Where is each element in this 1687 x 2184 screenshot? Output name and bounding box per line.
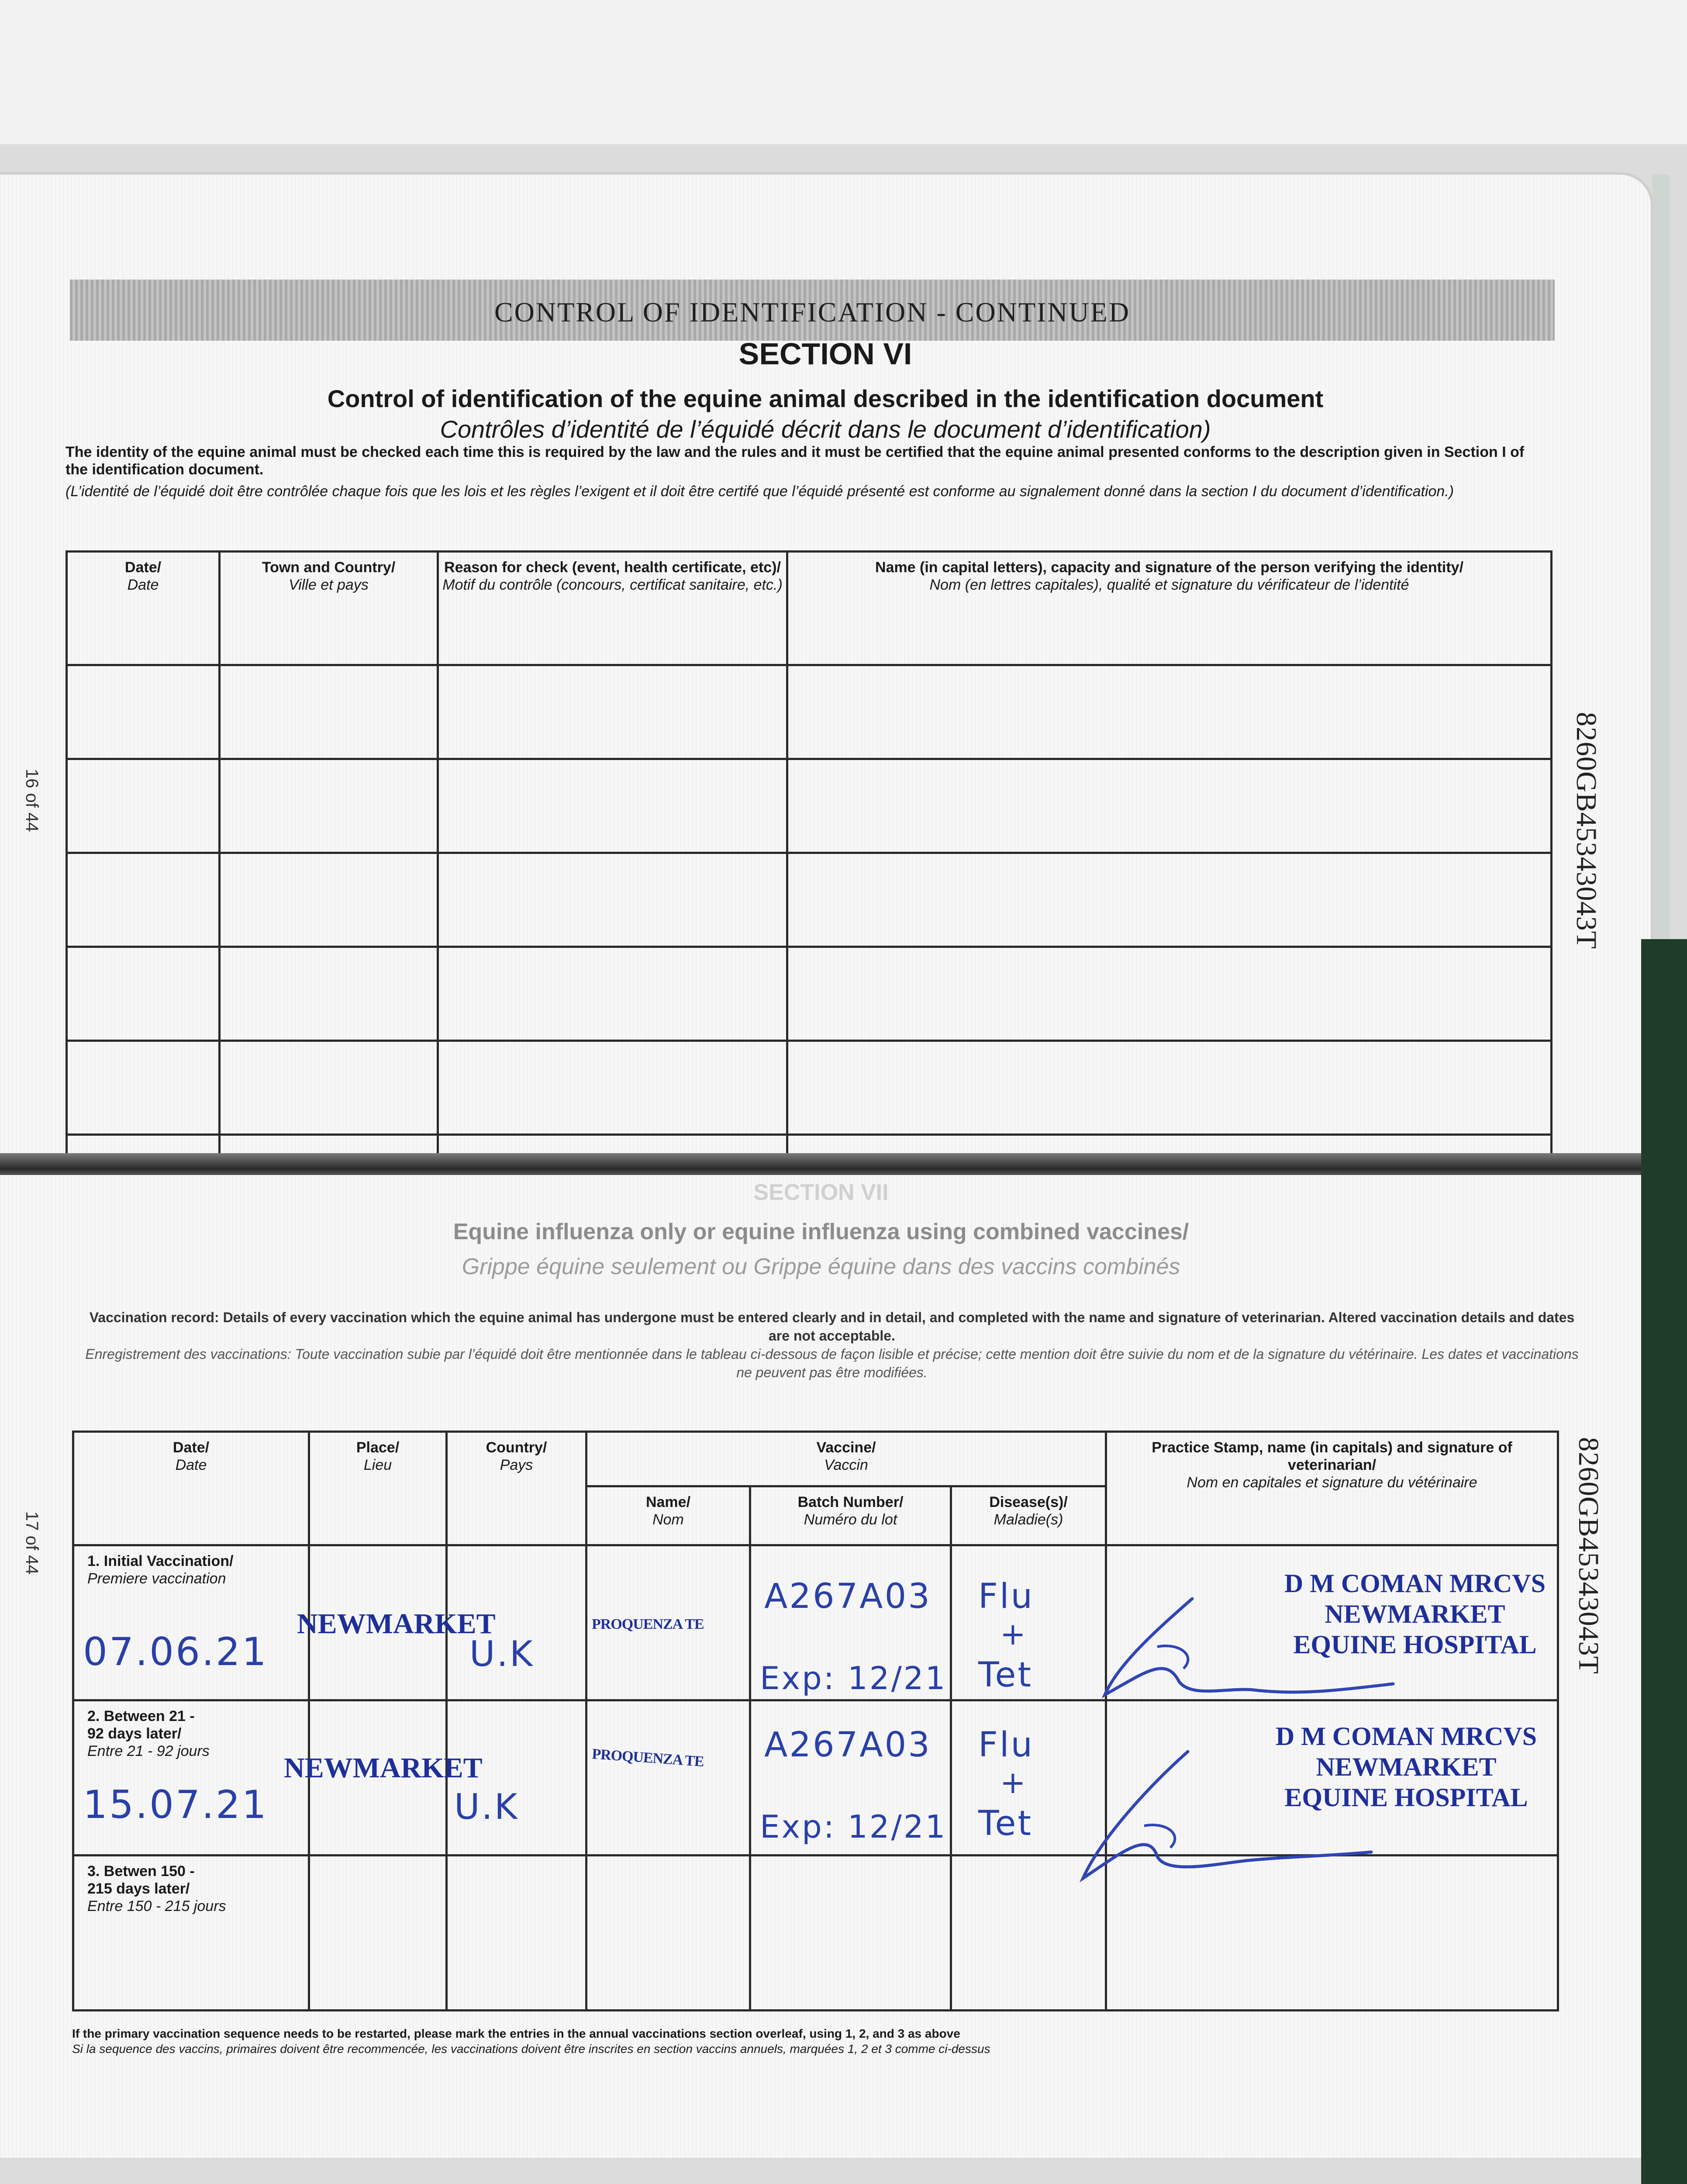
expiry-2: Exp: 12/21 bbox=[760, 1808, 947, 1845]
place-stamp-2: NEWMARKET bbox=[284, 1752, 483, 1784]
country-1: U.K bbox=[469, 1634, 535, 1674]
vaccine-name-2: PROQUENZA TE bbox=[591, 1746, 704, 1770]
identification-check-table bbox=[66, 550, 1552, 1188]
cover-edge bbox=[1641, 939, 1687, 2184]
disease-1-tet: Tet bbox=[978, 1655, 1033, 1695]
col-reason: Reason for check (event, health certificate, etc)/ Motif du contrôle (concours, certificat sanitaire, etc.) bbox=[438, 552, 787, 665]
document-number-top: 8260GB45343043T bbox=[1570, 712, 1602, 949]
section-vi-intro-en: The identity of the equine animal must be checked each time this is required by the law and the rules and it must be certified that the equine animal presented conforms to the description given in Section I of the identification document. bbox=[66, 444, 1525, 478]
disease-2-plus: + bbox=[1000, 1765, 1028, 1800]
vet-signature-2 bbox=[1070, 1743, 1376, 1887]
col-country: Country/ Pays bbox=[447, 1432, 586, 1545]
footer-note-en: If the primary vaccination sequence needs to be restarted, please mark the entries in the annual vaccinations section overleaf, using 1, 2, and 3 as above bbox=[72, 2027, 960, 2040]
vet-signature-1 bbox=[1092, 1590, 1397, 1704]
section-vi-intro-fr: (L’identité de l’équidé doit être contrôlée chaque fois que les lois et les règles l’exigent et il doit être certifé que l’équidé présenté est conforme au signalement donné dans la section I du document d’identification.) bbox=[66, 483, 1454, 500]
expiry-1: Exp: 12/21 bbox=[760, 1660, 947, 1697]
col-verifier: Name (in capital letters), capacity and signature of the person verifying the identity/ Nom (en lettres capitales), qualité et signature du vérificateur de l’identité bbox=[787, 552, 1552, 665]
col-town-country: Town and Country/ Ville et pays bbox=[220, 552, 438, 665]
vet-stamp-2: D M COMAN MRCVS NEWMARKET EQUINE HOSPITAL bbox=[1275, 1722, 1537, 1812]
table-row bbox=[67, 759, 1552, 853]
col-date: Date/ Date bbox=[67, 552, 220, 665]
table-row bbox=[67, 1041, 1552, 1135]
vaccination-record-note: Vaccination record: Details of every vaccination which the equine animal has undergone must be entered clearly and in detail, and completed with the name and signature of veterinarian. Altered vaccination details and dates are not acceptable. Enregistrement des vaccinations: Toute vaccination subie par l’équidé doit être mentionnée dans le tableau ci-dessous de façon lisible et précise; cette mention doit être suivie du nom et de la signature du vétérinaire. Les dates et vaccinations ne peuvent pas être modifiées. bbox=[85, 1310, 1579, 1380]
vaccination-date-2: 15.07.21 bbox=[83, 1782, 268, 1827]
table-header-row bbox=[73, 1432, 1558, 1486]
col-date: Date/ Date bbox=[73, 1432, 309, 1545]
disease-2-flu: Flu bbox=[978, 1725, 1034, 1765]
batch-number-2: A267A03 bbox=[764, 1725, 931, 1765]
table-row bbox=[67, 665, 1552, 759]
footer-note-fr: Si la sequence des vaccins, primaires doivent être recommencée, les vaccinations doivent être inscrites en section vaccins annuels, marquées 1, 2 et 3 comme ci-dessus bbox=[72, 2042, 990, 2056]
page-number-17: 17 of 44 bbox=[22, 1511, 41, 1575]
vet-stamp-1: D M COMAN MRCVS NEWMARKET EQUINE HOSPITAL bbox=[1284, 1569, 1546, 1659]
section-vi-heading: SECTION VI bbox=[738, 337, 912, 371]
country-2: U.K bbox=[454, 1787, 519, 1827]
document-number-bottom: 8260GB45343043T bbox=[1573, 1437, 1604, 1674]
col-batch-number: Batch Number/ Numéro du lot bbox=[750, 1486, 951, 1545]
vaccination-date-1: 07.06.21 bbox=[83, 1629, 268, 1674]
section-vi-title: Control of identification of the equine animal described in the identification document bbox=[327, 385, 1324, 412]
vaccine-name-1: PROQUENZA TE bbox=[592, 1616, 704, 1632]
disease-1-flu: Flu bbox=[978, 1577, 1034, 1616]
table-row bbox=[67, 947, 1552, 1041]
table-header-row bbox=[67, 552, 1552, 665]
scan-background bbox=[0, 0, 1687, 144]
disease-1-plus: + bbox=[1000, 1616, 1028, 1652]
section-vii-heading: SECTION VII bbox=[753, 1180, 889, 1205]
page-number-16: 16 of 44 bbox=[22, 769, 41, 832]
col-vaccine: Vaccine/ Vaccin bbox=[586, 1432, 1106, 1486]
col-practice-stamp: Practice Stamp, name (in capitals) and signature of veterinarian/ Nom en capitales et signature du vétérinaire bbox=[1106, 1432, 1558, 1545]
place-stamp-1: NEWMARKET bbox=[297, 1608, 496, 1640]
row-label-third: 3. Betwen 150 - 215 days later/ Entre 150 - 215 jours bbox=[73, 1856, 309, 2011]
batch-number-1: A267A03 bbox=[764, 1577, 931, 1616]
col-place: Place/ Lieu bbox=[309, 1432, 447, 1545]
disease-2-tet: Tet bbox=[978, 1804, 1033, 1843]
section-vii-subtitle: Grippe équine seulement ou Grippe équine dans des vaccins combinés bbox=[462, 1254, 1180, 1279]
row-label-second: 2. Between 21 - 92 days later/ Entre 21 - 92 jours bbox=[73, 1700, 309, 1856]
section-band: CONTROL OF IDENTIFICATION - CONTINUED bbox=[70, 280, 1555, 341]
row-label-initial: 1. Initial Vaccination/ Premiere vaccination bbox=[73, 1545, 309, 1700]
table-row bbox=[67, 853, 1552, 947]
section-vi-subtitle: Contrôles d’identité de l’équidé décrit dans le document d’identification) bbox=[440, 415, 1211, 443]
col-vaccine-name: Name/ Nom bbox=[586, 1486, 750, 1545]
section-vii-title: Equine influenza only or equine influenza using combined vaccines/ bbox=[453, 1219, 1189, 1244]
col-disease: Disease(s)/ Maladie(s) bbox=[951, 1486, 1106, 1545]
